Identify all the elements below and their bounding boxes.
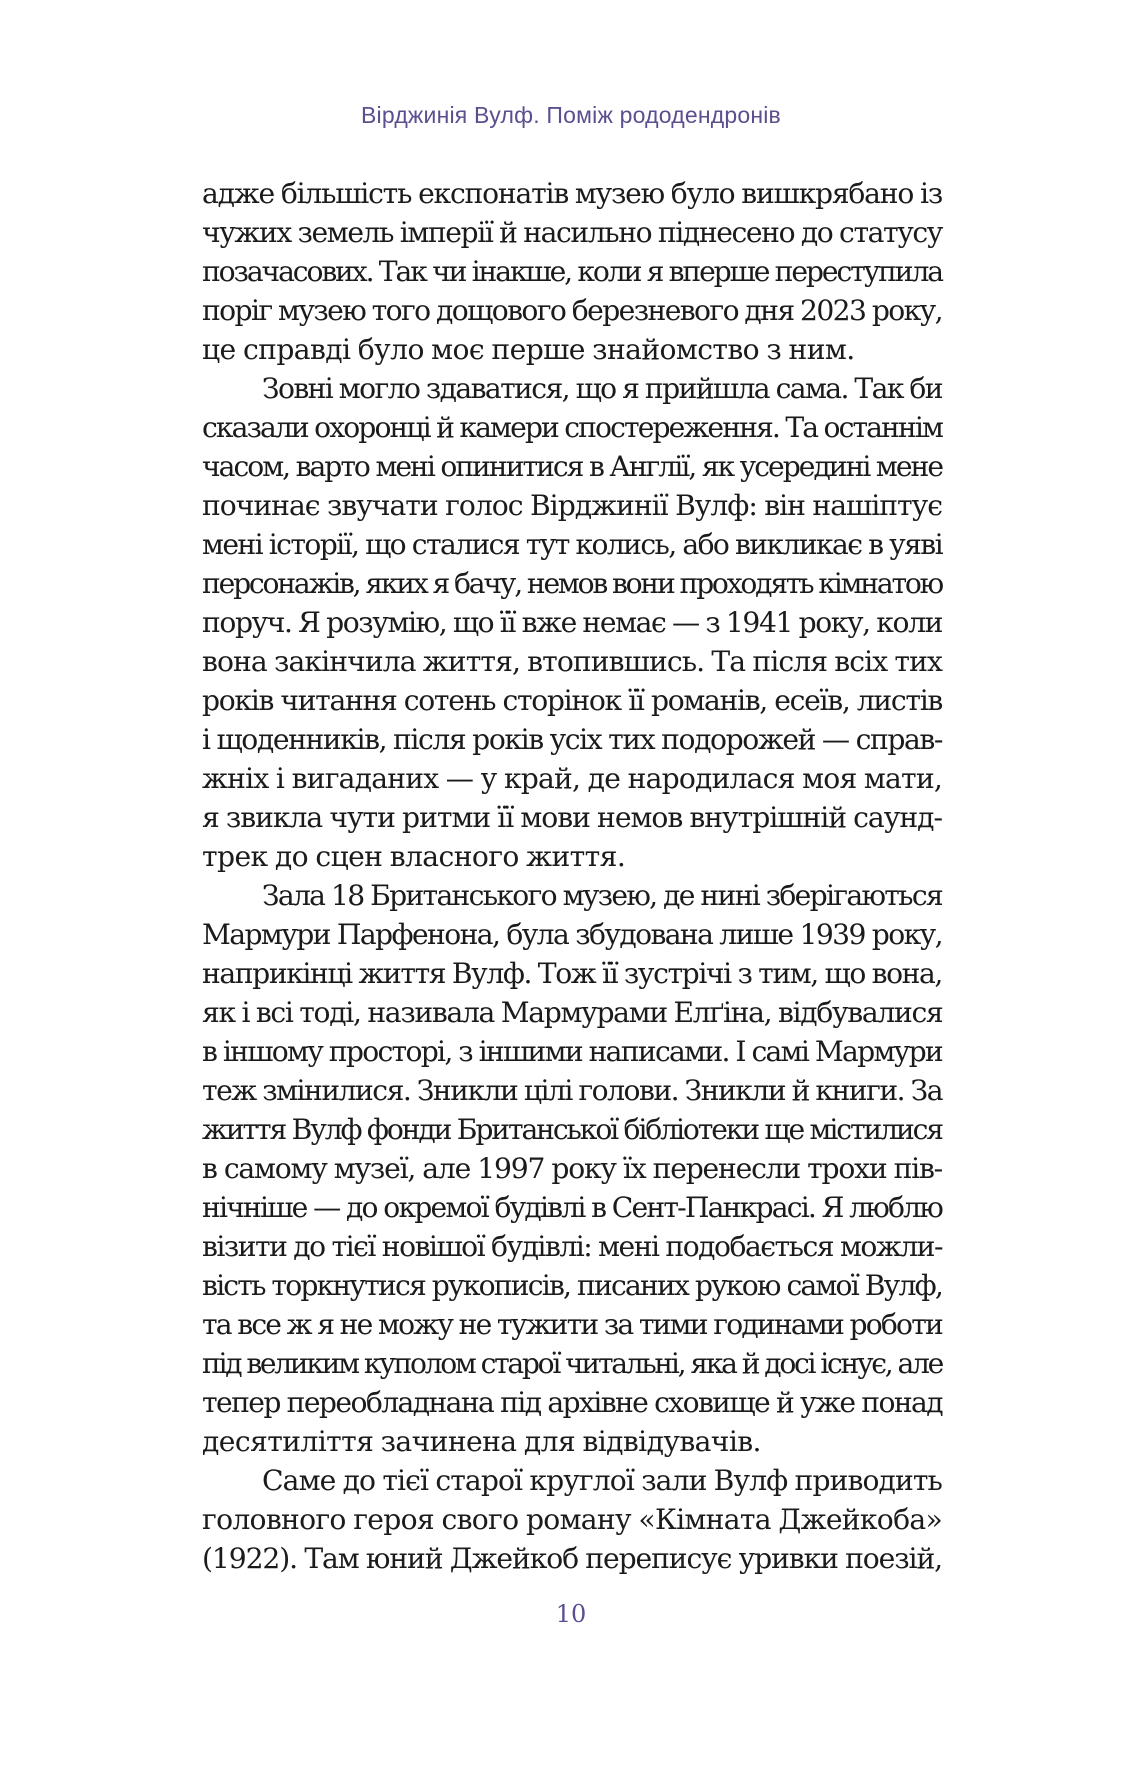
text-line: та все ж я не можу не тужити за тими годинами роботи <box>202 1308 942 1341</box>
text-line: (1922). Там юний Джейкоб переписує уривки поезій, <box>202 1542 942 1575</box>
text-line: чужих земель імперії й насильно піднесено до статусу <box>202 216 942 249</box>
text-line: наприкінці життя Вулф. Тож її зустрічі з тим, що вона, <box>202 957 942 990</box>
text-line: теж змінилися. Зникли цілі голови. Зникли й книги. За <box>202 1074 942 1107</box>
text-line: життя Вулф фонди Британської бібліотеки ще містилися <box>202 1113 942 1146</box>
text-line: в іншому просторі, з іншими написами. І самі Мармури <box>202 1035 942 1068</box>
text-line: персонажів, яких я бачу, немов вони проходять кімнатою <box>202 567 942 600</box>
text-line: візити до тієї новішої будівлі: мені подобається можли- <box>202 1230 942 1263</box>
text-line: я звикла чути ритми її мови немов внутрішній саунд- <box>202 801 942 834</box>
text-line: поріг музею того дощового березневого дня 2023 року, <box>202 294 942 327</box>
text-line: вість торкнутися рукописів, писаних рукою самої Вулф, <box>202 1269 942 1302</box>
text-line: мені історії, що сталися тут колись, або викликає в уяві <box>202 528 942 561</box>
text-line: трек до сцен власного життя. <box>202 840 626 873</box>
body-text <box>202 174 942 1578</box>
text-line: починає звучати голос Вірджинії Вулф: він нашіптує <box>202 489 942 522</box>
text-line: років читання сотень сторінок її романів, есеїв, листів <box>202 684 942 717</box>
text-line: часом, варто мені опинитися в Англії, як усередині мене <box>202 450 942 483</box>
text-line: як і всі тоді, називала Мармурами Елґіна, відбувалися <box>202 996 943 1029</box>
text-line: жніх і вигаданих — у край, де народилася моя мати, <box>202 762 942 795</box>
text-line: і щоденників, після років усіх тих подорожей — справ- <box>202 723 942 756</box>
text-line: вона закінчила життя, втопившись. Та після всіх тих <box>202 645 942 678</box>
text-line: Саме до тієї старої круглої зали Вулф приводить <box>262 1464 942 1497</box>
text-line: під великим куполом старої читальні, яка й досі існує, але <box>202 1347 942 1380</box>
text-line: Мармури Парфенона, була збудована лише 1939 року, <box>202 918 942 951</box>
text-line: позачасових. Так чи інакше, коли я вперше переступила <box>202 255 942 288</box>
text-line: головного героя свого роману «Кімната Джейкоба» <box>202 1503 942 1536</box>
text-line: Зала 18 Британського музею, де нині зберігаються <box>262 879 942 912</box>
page-number: 10 <box>555 1600 587 1628</box>
text-line: поруч. Я розумію, що її вже немає — з 1941 року, коли <box>202 606 942 639</box>
text-line: сказали охоронці й камери спостереження. Та останнім <box>202 411 942 444</box>
text-line: десятиліття зачинена для відвідувачів. <box>202 1425 761 1458</box>
text-line: адже більшість експонатів музею було вишкрябано із <box>202 177 942 210</box>
text-line: тепер переобладнана під архівне сховище й уже понад <box>202 1386 942 1419</box>
text-line: це справді було моє перше знайомство з ним. <box>202 333 855 366</box>
text-line: нічніше — до окремої будівлі в Сент-Панкрасі. Я люблю <box>202 1191 942 1224</box>
text-line: в самому музеї, але 1997 року їх перенесли трохи пів- <box>202 1152 942 1185</box>
running-header: Вірджинія Вулф. Поміж рододендронів <box>361 102 781 128</box>
text-line: Зовні могло здаватися, що я прийшла сама. Так би <box>262 372 942 405</box>
